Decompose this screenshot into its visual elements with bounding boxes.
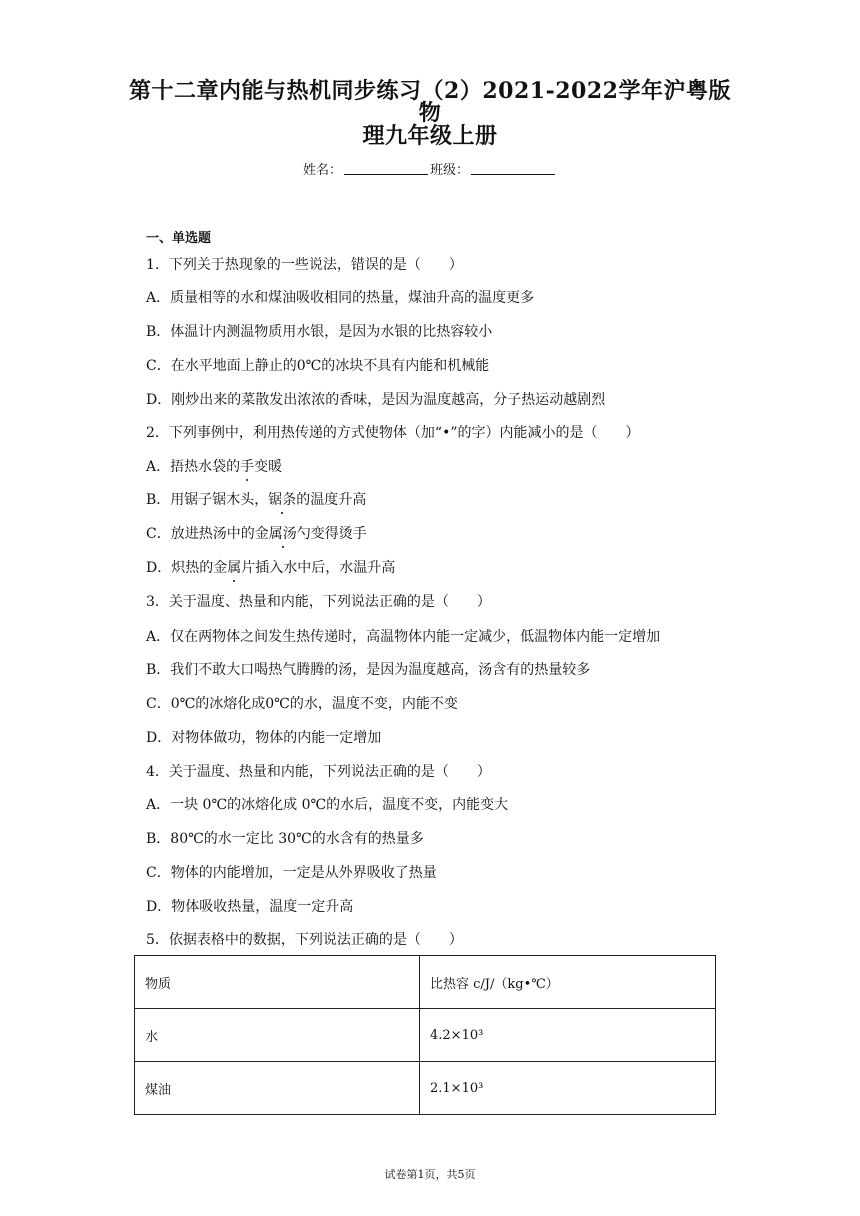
question-1-stem: 1．下列关于热现象的一些说法，错误的是（ ） (146, 257, 463, 273)
question-3-option-b: B．我们不敢大口喝热气腾腾的汤，是因为温度越高，汤含有的热量较多 (146, 662, 591, 678)
option-text: 变暖 (254, 459, 283, 475)
class-blank (471, 162, 555, 175)
question-2-option-b (146, 489, 366, 509)
question-2-stem: 2．下列事例中，利用热传递的方式使物体（加“•”的字）内能减小的是（ ） (146, 425, 640, 441)
question-4-option-c: C．物体的内能增加，一定是从外界吸收了热量 (146, 865, 437, 881)
student-info (0, 159, 860, 178)
table-cell-value: 4.2×10³ (420, 1009, 716, 1062)
option-text: A．捂热水袋的 (146, 459, 241, 475)
emphasis-dotted-text: 锯条 (268, 489, 296, 509)
table-row (135, 1009, 716, 1062)
option-text: C．放进热汤中的 (146, 526, 255, 542)
table-cell-value: 2.1×10³ (420, 1062, 716, 1115)
emphasis-dotted-text: 金属汤勺 (255, 523, 311, 543)
question-3-option-a: A．仅在两物体之间发生热传递时，高温物体内能一定减少，低温物体内能一定增加 (146, 629, 661, 645)
page-footer: 试卷第1页，共5页 (384, 1168, 476, 1181)
table-header-row (135, 956, 716, 1009)
question-3-option-d: D．对物体做功，物体的内能一定增加 (146, 730, 382, 746)
table-header-substance: 物质 (135, 956, 420, 1009)
question-1-option-c: C．在水平地面上静止的0℃的冰块不具有内能和机械能 (146, 358, 490, 374)
table-row (135, 1062, 716, 1115)
question-4-option-a: A．一块 0℃的冰熔化成 0℃的水后，温度不变，内能变大 (146, 797, 509, 813)
question-5-stem: 5．依据表格中的数据，下列说法正确的是（ ） (146, 932, 463, 948)
option-text: 插入水中后，水温升高 (255, 560, 396, 576)
question-2-option-c (146, 523, 367, 543)
name-blank (344, 162, 428, 175)
page-title-line1: 第十二章内能与热机同步练习（2）2021-2022学年沪粤版物 (129, 78, 731, 126)
section-heading: 一、单选题 (146, 231, 212, 246)
table-cell-substance: 煤油 (135, 1062, 420, 1115)
option-text: 变得烫手 (310, 526, 367, 542)
question-2-option-a (146, 456, 282, 476)
specific-heat-table (134, 955, 716, 1115)
name-label: 姓名： (302, 163, 342, 178)
option-text: D．炽热的 (146, 560, 214, 576)
question-3-stem: 3．关于温度、热量和内能，下列说法正确的是（ ） (146, 594, 491, 610)
question-1-option-d: D．刚炒出来的菜散发出浓浓的香味，是因为温度越高，分子热运动越剧烈 (146, 392, 606, 408)
table-header-specific-heat: 比热容 c/J/（kg•℃） (420, 956, 716, 1009)
class-label: 班级： (430, 163, 470, 178)
question-4-stem: 4．关于温度、热量和内能，下列说法正确的是（ ） (146, 764, 491, 780)
option-text: B．用锯子锯木头， (146, 492, 269, 508)
question-1-option-a: A．质量相等的水和煤油吸收相同的热量，煤油升高的温度更多 (146, 290, 535, 306)
question-2-option-d (146, 557, 395, 577)
emphasis-dotted-text: 手 (240, 456, 254, 476)
question-4-option-d: D．物体吸收热量，温度一定升高 (146, 899, 354, 915)
page-title-line2: 理九年级上册 (362, 123, 498, 149)
table-cell-substance: 水 (135, 1009, 420, 1062)
emphasis-dotted-text: 金属片 (213, 557, 255, 577)
question-4-option-b: B．80℃的水一定比 30℃的水含有的热量多 (146, 831, 424, 847)
question-1-option-b: B．体温计内测温物质用水银，是因为水银的比热容较小 (146, 324, 493, 340)
question-3-option-c: C．0℃的冰熔化成0℃的水，温度不变，内能不变 (146, 696, 458, 712)
option-text: 的温度升高 (296, 492, 367, 508)
